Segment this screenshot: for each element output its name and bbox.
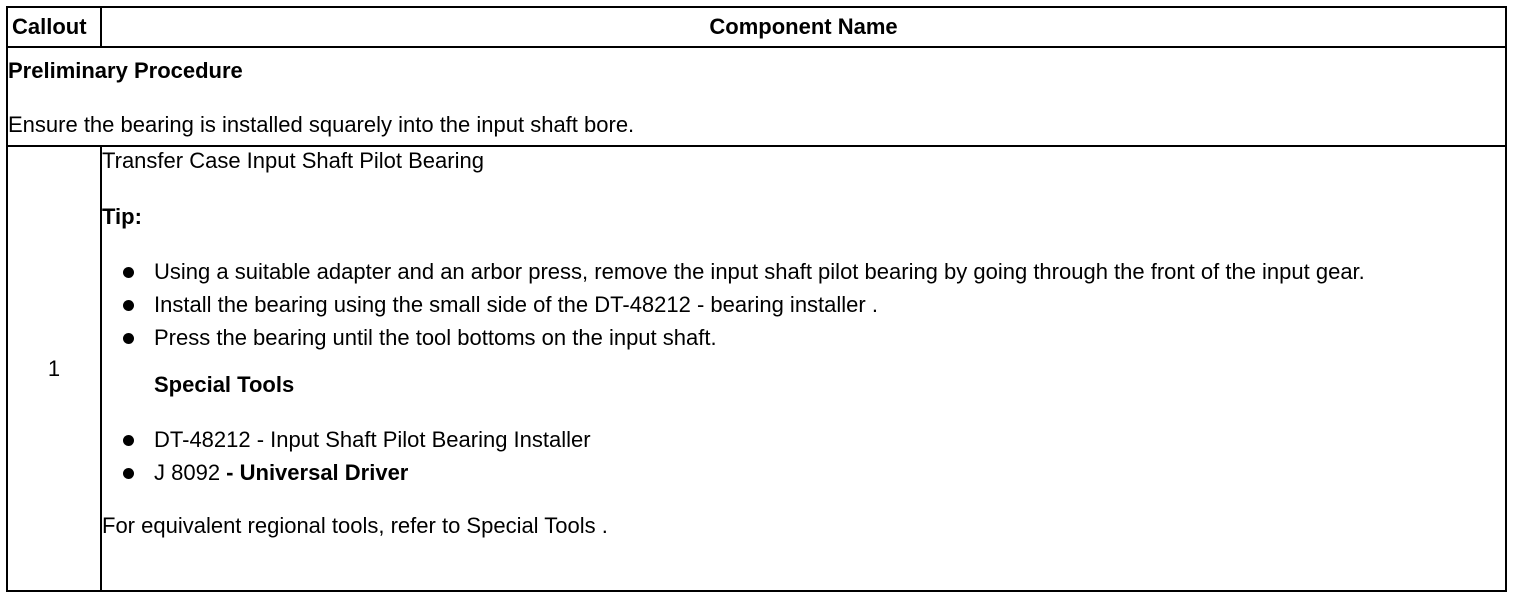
preliminary-title: Preliminary Procedure xyxy=(8,58,243,83)
regional-tools-note: For equivalent regional tools, refer to Special Tools . xyxy=(102,513,608,538)
callout-number: 1 xyxy=(7,146,101,591)
preliminary-text: Ensure the bearing is installed squarely into the input shaft bore. xyxy=(8,112,635,137)
tool-desc: - Input Shaft Pilot Bearing Installer xyxy=(250,427,591,452)
tip-text: Install the bearing using the small side of the DT-48212 - bearing installer . xyxy=(154,292,878,317)
list-item xyxy=(102,291,1505,318)
tip-text: Using a suitable adapter and an arbor press, remove the input shaft pilot bearing by going through the front of the input gear. xyxy=(154,259,1365,284)
table-header-row xyxy=(7,7,1506,47)
tip-label: Tip: xyxy=(102,204,142,229)
component-cell xyxy=(101,146,1506,591)
special-tools-title: Special Tools xyxy=(154,372,295,397)
tip-text: Press the bearing until the tool bottoms on the input shaft. xyxy=(154,325,717,350)
preliminary-row xyxy=(7,47,1506,146)
tool-code: J 8092 xyxy=(154,460,221,485)
tool-desc: - Universal Driver xyxy=(220,460,409,485)
table-row xyxy=(7,146,1506,591)
bullet-icon xyxy=(123,333,134,344)
bullet-icon xyxy=(123,468,134,479)
list-item xyxy=(102,426,1505,453)
callout-header: Callout xyxy=(7,7,101,47)
list-item xyxy=(102,258,1505,285)
bullet-icon xyxy=(123,267,134,278)
tip-list xyxy=(102,258,1505,351)
tools-list xyxy=(102,426,1505,486)
preliminary-cell xyxy=(7,47,1506,146)
list-item xyxy=(102,324,1505,351)
bullet-icon xyxy=(123,435,134,446)
component-name-header: Component Name xyxy=(101,7,1506,47)
bullet-icon xyxy=(123,300,134,311)
component-table xyxy=(6,6,1507,592)
component-title: Transfer Case Input Shaft Pilot Bearing xyxy=(102,148,484,173)
list-item xyxy=(102,459,1505,486)
tool-code: DT-48212 xyxy=(154,427,251,452)
